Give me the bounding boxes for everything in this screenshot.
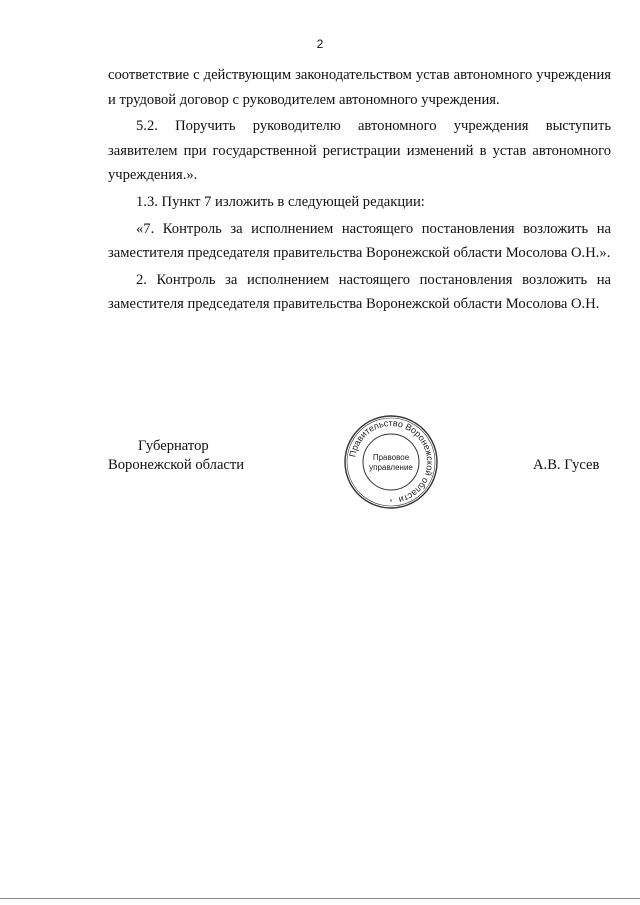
paragraph-5-2: 5.2. Поручить руководителю автономного учреждения выступить заявителем при государственной регистрации изменений в устав автономного учреждения.». [108,118,611,184]
signature-name: А.В. Гусев [533,457,600,473]
stamp-center-line1: Правовое [372,453,410,462]
stamp-star: * [389,499,393,506]
page-number: 2 [316,37,324,51]
official-stamp [343,414,439,510]
stamp-center-line2: управление [369,463,413,472]
signature-title: Губернатор [138,438,209,454]
paragraph-continuation: соответствие с действующим законодательством устав автономного учреждения и трудовой договор с руководителем автономного учреждения. [108,67,611,108]
document-body [108,63,611,319]
paragraph-2: 2. Контроль за исполнением настоящего постановления возложить на заместителя председателя правительства Воронежской области Мосолова О.Н. [108,271,611,313]
paragraph-7-quote: «7. Контроль за исполнением настоящего постановления возложить на заместителя председателя правительства Воронежской области Мосолова О.Н.». [108,220,611,262]
stamp-ring-path-text: Правительство Воронежской области [347,417,436,506]
signature-position [108,437,244,475]
paragraph-1-3: 1.3. Пункт 7 изложить в следующей редакции: [136,193,425,210]
signature-region: Воронежской области [108,457,245,473]
footer-divider [0,898,640,899]
